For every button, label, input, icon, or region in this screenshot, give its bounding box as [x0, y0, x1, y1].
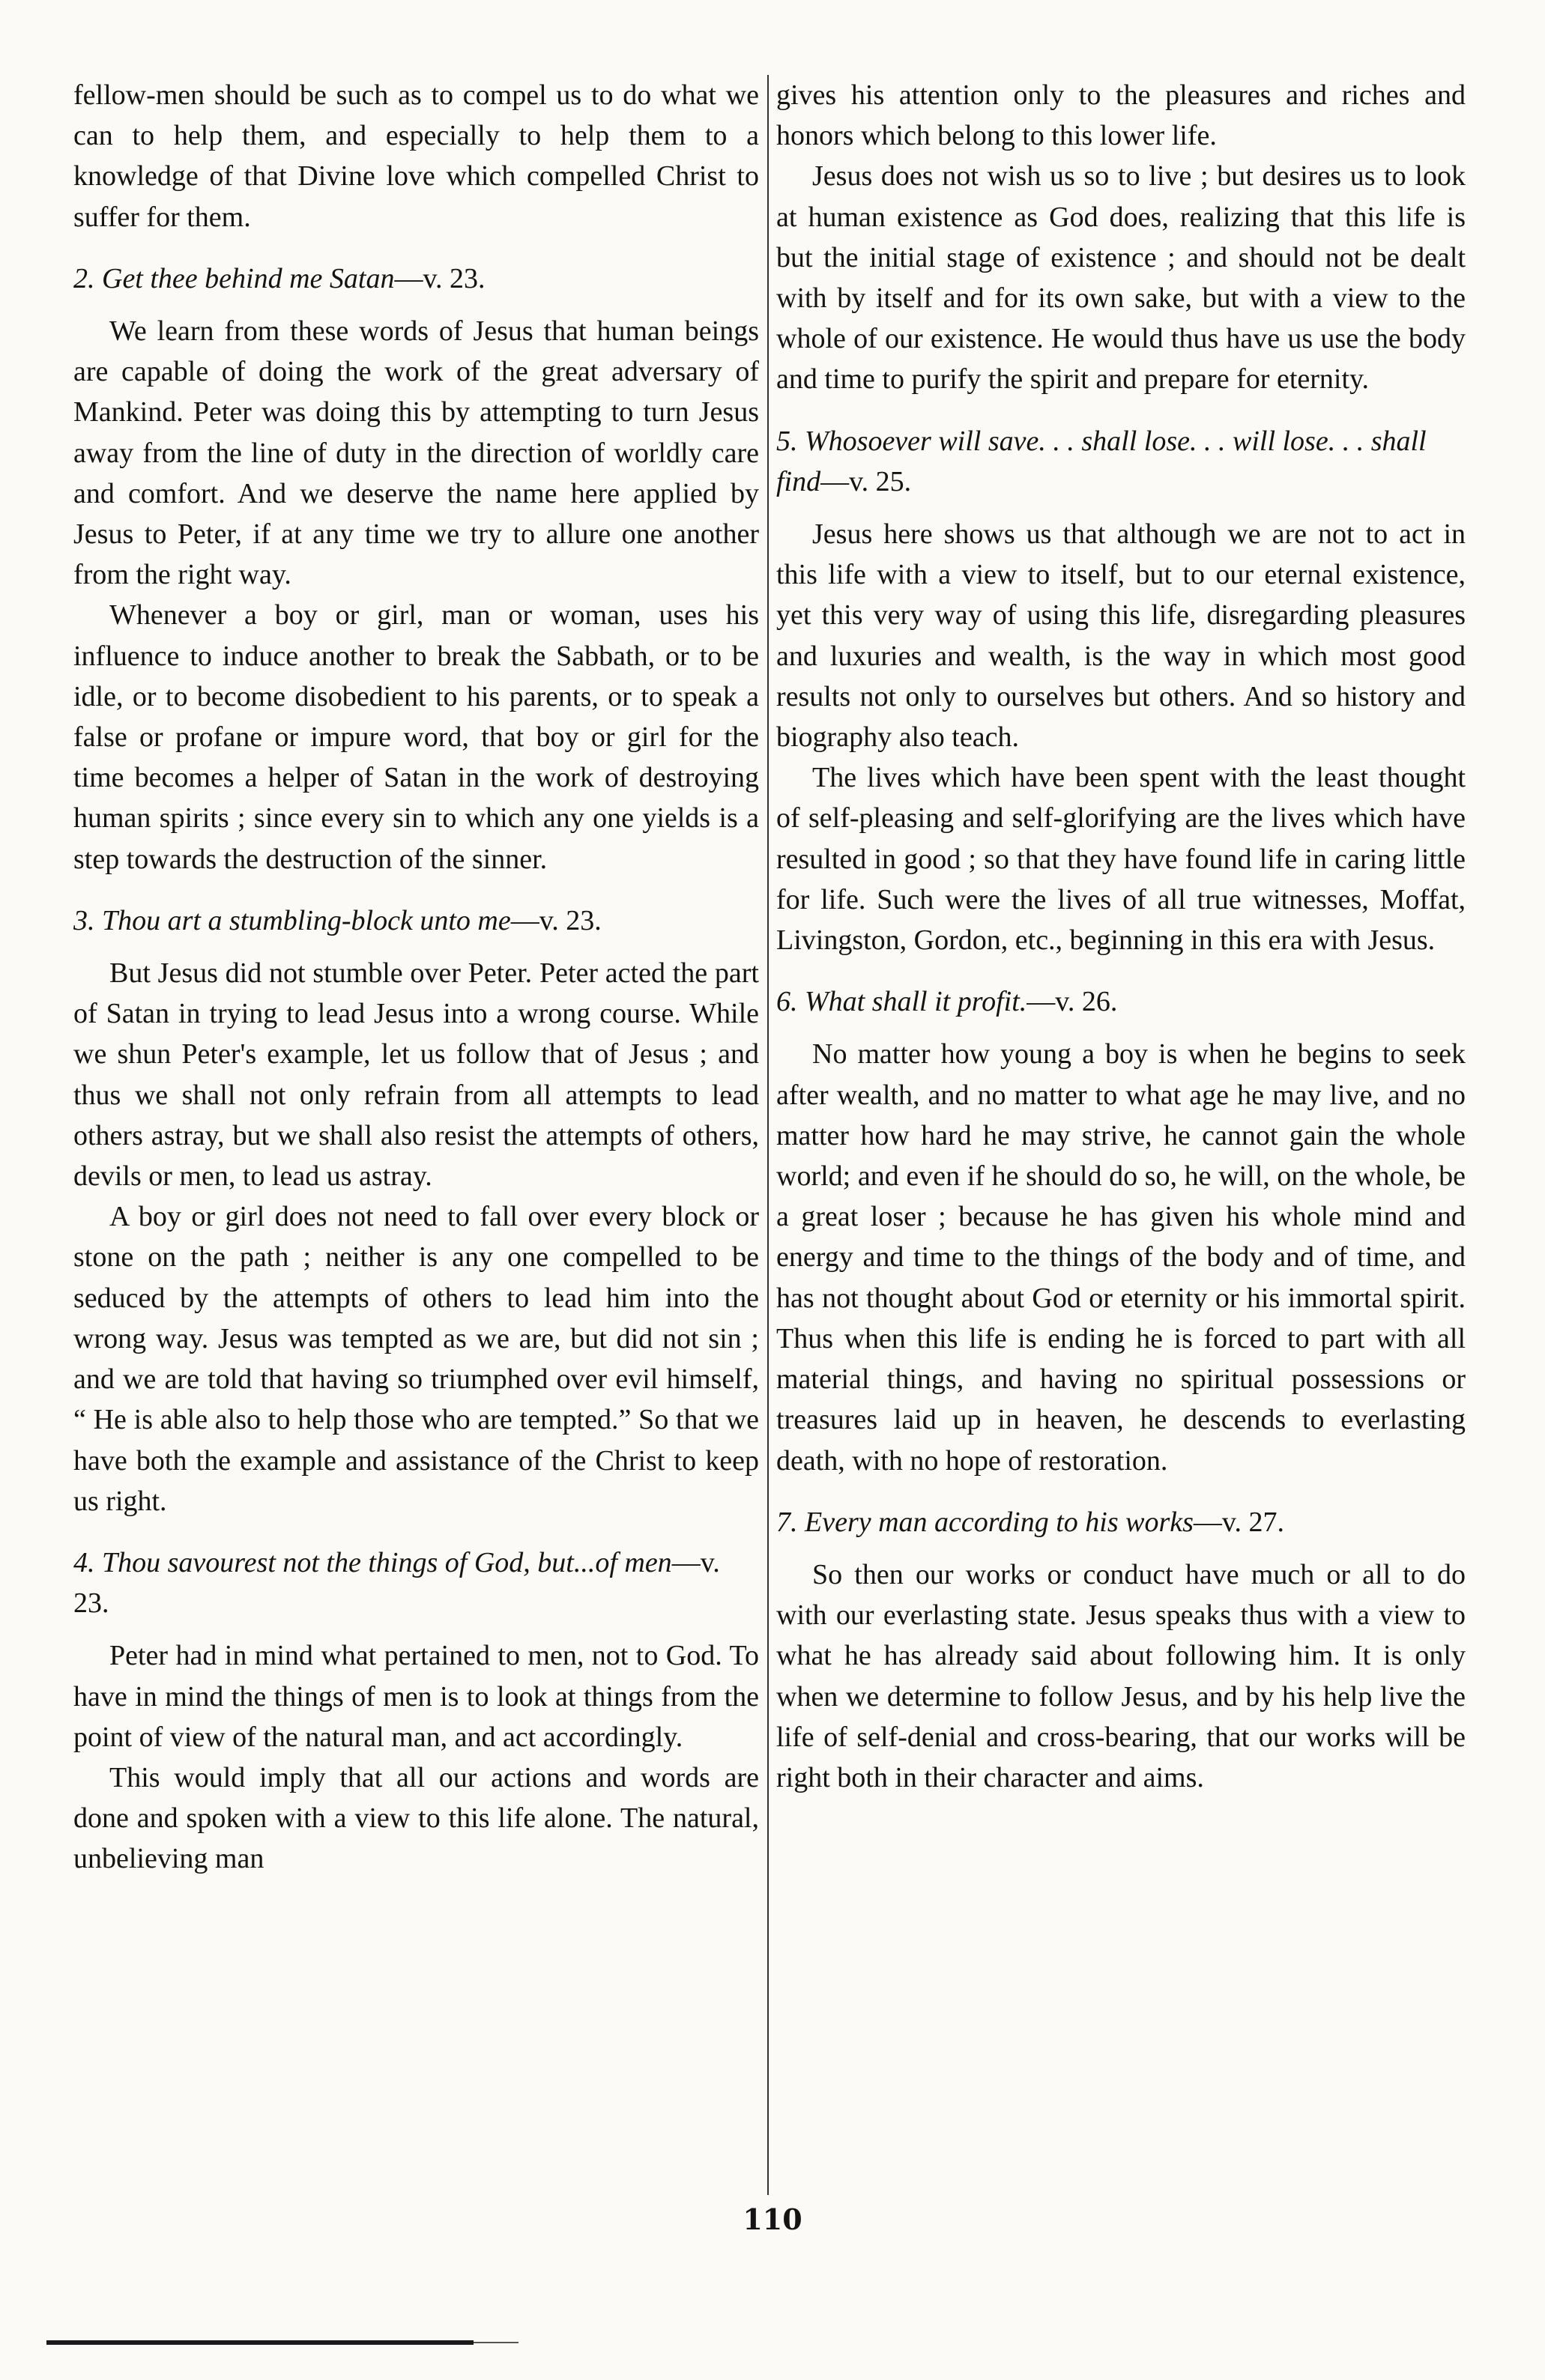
section-heading — [73, 900, 759, 941]
verse-ref: —v. 23. — [73, 1546, 720, 1620]
heading-text: 7. Every man according to his works — [776, 1506, 1194, 1538]
left-column — [73, 75, 759, 1880]
bottom-rule — [46, 2340, 474, 2345]
section-heading — [776, 1502, 1466, 1542]
heading-text: 2. Get thee behind me Satan — [73, 262, 395, 294]
section-heading — [73, 258, 759, 299]
heading-text: 6. What shall it profit. — [776, 986, 1027, 1018]
right-column — [776, 75, 1466, 1798]
heading-text: 5. Whosoever will save. . . shall lose. . . will lose. . . shall find — [776, 425, 1427, 497]
paragraph: We learn from these words of Jesus that human beings are capable of doing the work of the great adversary of Mankind. Peter was doing this by attempting to turn Jesus away from the line of duty in the direction of worldly care and comfort. And we deserve the name here applied by Jesus to Peter, if at any time we try to allure one another from the right way. — [73, 315, 759, 591]
paragraph: gives his attention only to the pleasures and riches and honors which belong to this lower life. — [776, 79, 1466, 152]
verse-ref: —v. 25. — [820, 465, 912, 497]
paragraph: fellow-men should be such as to compel us to do what we can to help them, and especially to help them to a knowledge of that Divine love which compelled Christ to suffer for them. — [73, 79, 759, 233]
paragraph: No matter how young a boy is when he begins to seek after wealth, and no matter to what age he may live, and no matter how hard he may strive, he cannot gain the whole world; and even if he should do so, he will, on the whole, be a great loser ; because he has given his whole mind and energy and time to the things of the body and of time, and has not thought about God or eternity or his immortal spirit. Thus when this life is ending he is forced to part with all material things, and having no spiritual possessions or treasures laid up in heaven, he descends to everlasting death, with no hope of restoration. — [776, 1038, 1466, 1477]
paragraph: A boy or girl does not need to fall over every block or stone on the path ; neither is any one compelled to be seduced by the attempts of others to lead him into the wrong way. Jesus was tempted as we are, but did not sin ; and we are told that having so triumphed over evil himself, “ He is able also to help those who are tempted.” So that we have both the example and assistance of the Christ to keep us right. — [73, 1201, 759, 1517]
verse-ref: —v. 23. — [510, 904, 602, 936]
paragraph: Peter had in mind what pertained to men, not to God. To have in mind the things of men is to look at things from the point of view of the natural man, and act accordingly. — [73, 1640, 759, 1753]
verse-ref: —v. 23. — [394, 262, 486, 294]
section-heading — [776, 981, 1466, 1022]
paragraph: So then our works or conduct have much or all to do with our everlasting state. Jesus speaks thus with a view to what he has already said about following him. It is only when we determine to follow Jesus, and by his help live the life of self-denial and cross-bearing, that our works will be right both in their character and aims. — [776, 1558, 1466, 1793]
heading-text: 4. Thou savourest not the things of God, but...of men — [73, 1546, 672, 1578]
column-divider — [767, 75, 769, 2195]
section-heading — [73, 1542, 759, 1623]
verse-ref: —v. 27. — [1193, 1506, 1284, 1538]
paragraph: The lives which have been spent with the least thought of self-pleasing and self-glorifying are the lives which have resulted in good ; so that they have found life in caring little for life. Such were the lives of all true witnesses, Moffat, Livingston, Gordon, etc., beginning in this era with Jesus. — [776, 762, 1466, 957]
paragraph: Jesus here shows us that although we are not to act in this life with a view to itself, but to our eternal existence, yet this very way of using this life, disregarding pleasures and luxuries and wealth, is the way in which most good results not only to ourselves but others. And so history and biography also teach. — [776, 518, 1466, 754]
paragraph: Whenever a boy or girl, man or woman, uses his influence to induce another to break the Sabbath, or to be idle, or to become disobedient to his parents, or to speak a false or profane or impure word, that boy or girl for the time becomes a helper of Satan in the work of destroying human spirits ; since every sin to which any one yields is a step towards the destruction of the sinner. — [73, 599, 759, 875]
page-number: 110 — [743, 2202, 802, 2236]
paragraph: But Jesus did not stumble over Peter. Peter acted the part of Satan in trying to lead Jesus into a wrong course. While we shun Peter's example, let us follow that of Jesus ; and thus we shall not only refrain from all attempts to lead others astray, but we shall also resist the attempts of others, devils or men, to lead us astray. — [73, 957, 759, 1193]
section-heading — [776, 421, 1466, 502]
heading-text: 3. Thou art a stumbling-block unto me — [73, 904, 511, 936]
paragraph: This would imply that all our actions and words are done and spoken with a view to this life alone. The natural, unbelieving man — [73, 1761, 759, 1875]
paragraph: Jesus does not wish us so to live ; but desires us to look at human existence as God does, realizing that this life is but the initial stage of existence ; and should not be dealt with by itself and for its own sake, but with a view to the whole of our existence. He would thus have us use the body and time to purify the spirit and prepare for eternity. — [776, 160, 1466, 396]
bottom-rule-tail — [474, 2342, 518, 2343]
verse-ref: —v. 26. — [1027, 986, 1118, 1018]
